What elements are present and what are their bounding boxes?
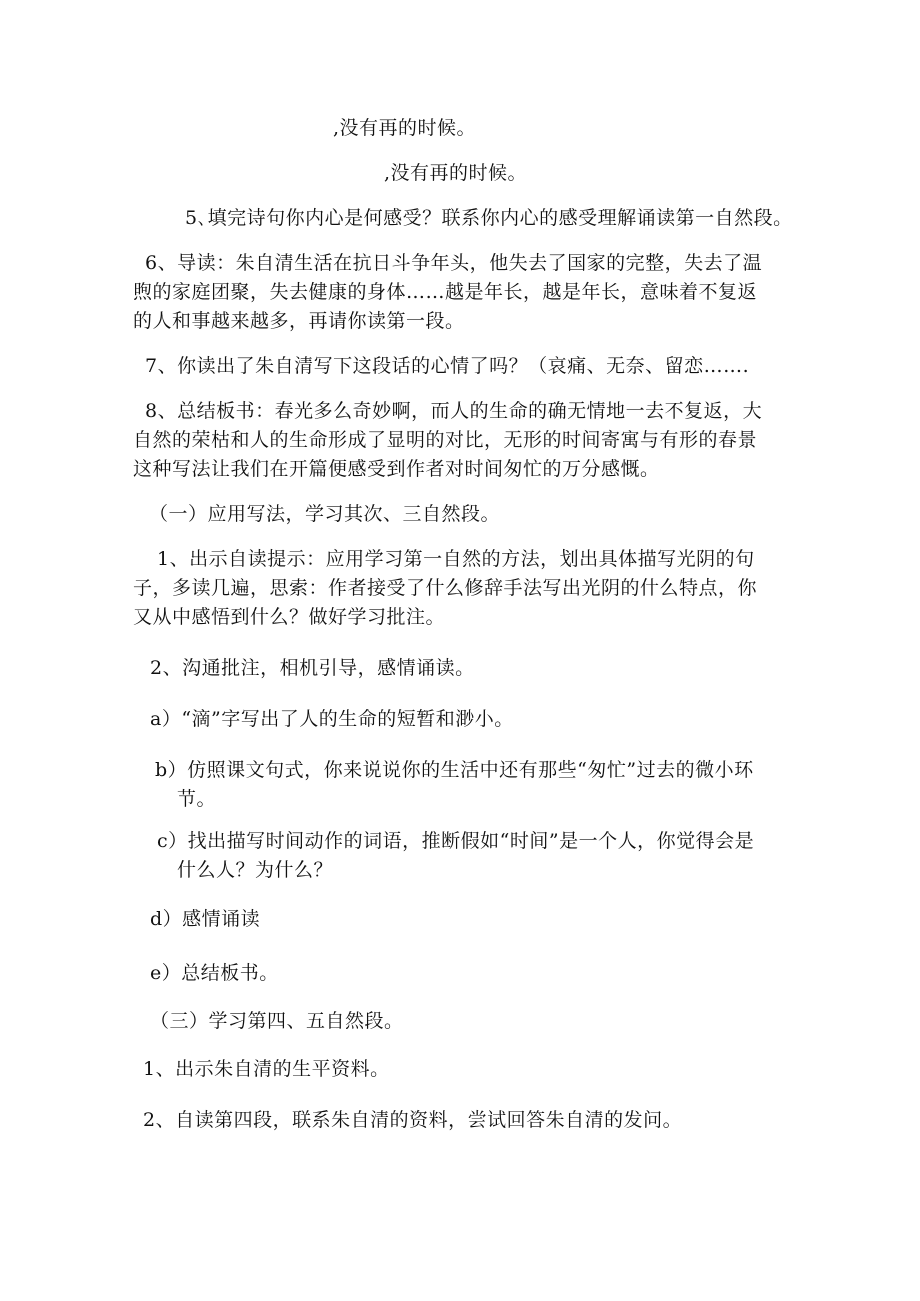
text-line: 2、沟通批注，相机引导，感情诵读。: [150, 657, 475, 679]
text-line: ,没有再的时候。: [384, 162, 528, 184]
text-line: 1、出示自读提示：应用学习第一自然的方法，划出具体描写光阴的句: [157, 548, 755, 570]
text-line: a）“滴”字写出了人的生命的短暂和渺小。: [150, 708, 514, 730]
text-line: 8、总结板书：春光多么奇妙啊，而人的生命的确无情地一去不复返，大: [145, 400, 763, 422]
text-line: （一）应用写法，学习其次、三自然段。: [149, 503, 501, 525]
text-line: 7、你读出了朱自清写下这段话的心情了吗？（哀痛、无奈、留恋…….: [145, 355, 750, 377]
text-line: 5､填完诗句你内心是何感受？联系你内心的感受理解诵读第一自然段。: [185, 207, 793, 229]
text-line: e）总结板书。: [150, 962, 279, 984]
text-line: 又从中感悟到什么？做好学习批注。: [133, 606, 446, 628]
text-line: 子，多读几遍，思索：作者接受了什么修辞手法写出光阴的什么特点，你: [133, 577, 758, 599]
text-line: c）找出描写时间动作的词语，推断假如“时间”是一个人，你觉得会是: [157, 830, 755, 852]
text-line: 这种写法让我们在开篇便感受到作者对时间匆忙的万分感慨。: [133, 458, 660, 480]
text-line: 的人和事越来越多，再请你读第一段。: [133, 310, 465, 332]
text-line: 煦的家庭团聚，失去健康的身体……越是年长，越是年长，意味着不复返: [133, 281, 758, 303]
text-line: b）仿照课文句式，你来说说你的生活中还有那些“匆忙”过去的微小环: [155, 759, 754, 781]
text-line: 2、自读第四段，联系朱自清的资料，尝试回答朱自清的发问。: [143, 1109, 683, 1131]
text-line: ,没有再的时候。: [333, 117, 477, 139]
text-line: 什么人？为什么？: [177, 859, 334, 881]
text-line: （三）学习第四、五自然段。: [150, 1010, 404, 1032]
text-line: 1、出示朱自清的生平资料。: [143, 1058, 390, 1080]
text-line: 节。: [177, 788, 217, 810]
text-line: 自然的荣枯和人的生命形成了显明的对比，无形的时间寄寓与有形的春景: [133, 429, 758, 451]
text-line: 6、导读：朱自清生活在抗日斗争年头，他失去了国家的完整，失去了温: [145, 252, 763, 274]
text-line: d）感情诵读: [150, 908, 261, 930]
